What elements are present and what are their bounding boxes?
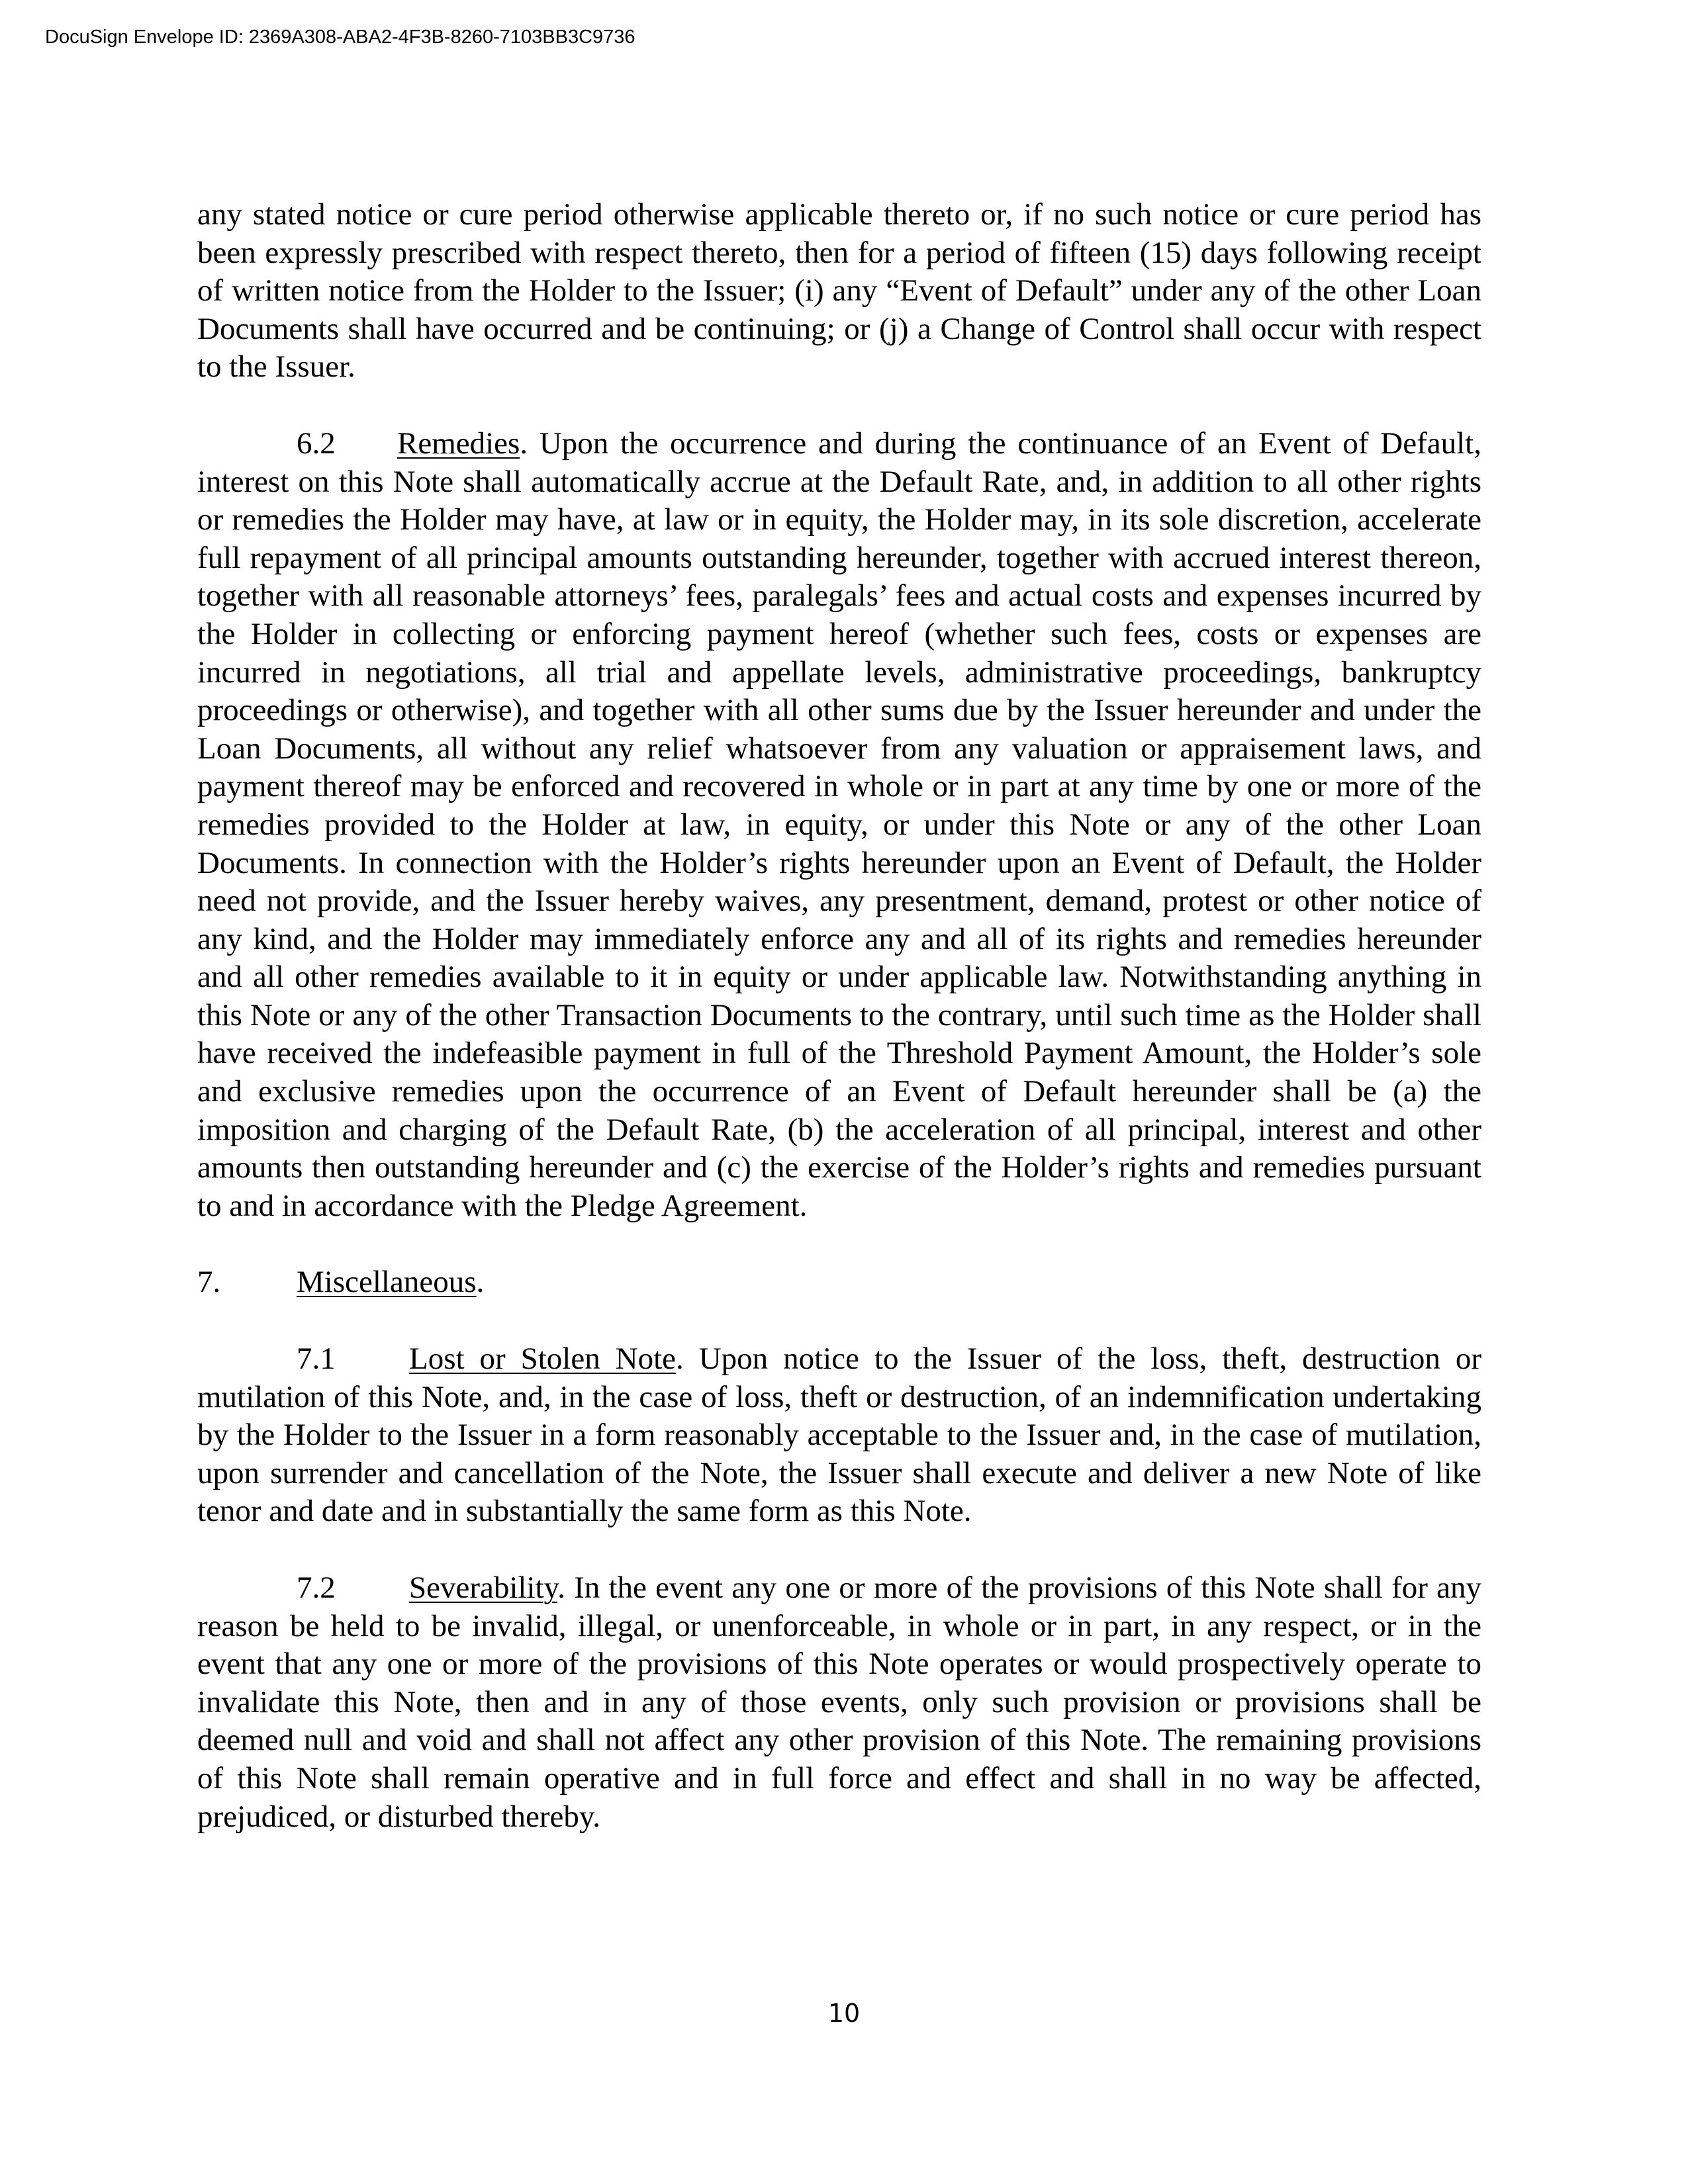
section-7-2-number: 7.2 — [297, 1570, 336, 1605]
section-7-2-body: . In the event any one or more of the provisions of this Note shall for any reason be held to be invalid, illegal, or unenforceable, in whole or in part, in any respect, or in the event that any one or more of the provisions of this Note operates or would prospectively operate to invalidate this Note, then and in any of those events, only such provision or provisions shall be deemed null and void and shall not affect any other provision of this Note. The remaining provisions of this Note shall remain operative and in full force and effect and shall in no way be affected, prejudiced, or disturbed thereby. — [197, 1570, 1481, 1834]
section-7-period: . — [476, 1265, 485, 1300]
section-7-1-title: Lost or Stolen Note — [409, 1342, 677, 1377]
section-7-title: Miscellaneous — [297, 1265, 477, 1300]
section-6-2-title: Remedies — [397, 426, 520, 461]
section-6-2-body: . Upon the occurrence and during the continuance of an Event of Default, interest on this Note shall automatically accrue at the Default Rate, and, in addition to all other rights or remedies the Holder may have, at law or in equity, the Holder may, in its sole discretion, accelerate full repayment of all principal amounts outstanding hereunder, together with accrued interest thereon, together with all reasonable attorneys’ fees, paralegals’ fees and actual costs and expenses incurred by the Holder in collecting or enforcing payment hereof (whether such fees, costs or expenses are incurred in negotiations, all trial and appellate levels, administrative proceedings, bankruptcy proceedings or otherwise), and together with all other sums due by the Issuer hereunder and under the Loan Documents, all without any relief whatsoever from any valuation or appraisement laws, and payment thereof may be enforced and recovered in whole or in part at any time by one or more of the remedies provided to the Holder at law, in equity, or under this Note or any of the other Loan Documents. In connection with the Holder’s rights hereunder upon an Event of Default, the Holder need not provide, and the Issuer hereby waives, any presentment, demand, protest or other notice of any kind, and the Holder may immediately enforce any and all of its rights and remedies hereunder and all other remedies available to it in equity or under applicable law. Notwithstanding anything in this Note or any of the other Transaction Documents to the contrary, until such time as the Holder shall have received the indefeasible payment in full of the Threshold Payment Amount, the Holder’s sole and exclusive remedies upon the occurrence of an Event of Default hereunder shall be (a) the imposition and charging of the Default Rate, (b) the acceleration of all principal, interest and other amounts then outstanding hereunder and (c) the exercise of the Holder’s rights and remedies pursuant to and in accordance with the Pledge Agreement. — [197, 426, 1481, 1223]
section-7-2-title: Severability — [409, 1570, 558, 1605]
section-7-2 — [197, 1569, 1481, 1836]
section-7-1-number: 7.1 — [297, 1342, 336, 1377]
envelope-id: DocuSign Envelope ID: 2369A308-ABA2-4F3B-8260-7103BB3C9736 — [45, 26, 635, 48]
page-number: 10 — [827, 1999, 861, 2028]
section-6-2-number: 6.2 — [297, 426, 336, 461]
section-7-number: 7. — [197, 1265, 221, 1300]
section-7-heading — [197, 1263, 1481, 1302]
continuation-paragraph: any stated notice or cure period otherwise applicable thereto or, if no such notice or cure period has been expressly prescribed with respect thereto, then for a period of fifteen (15) days following receipt of written notice from the Holder to the Issuer; (i) any “Event of Default” under any of the other Loan Documents shall have occurred and be continuing; or (j) a Change of Control shall occur with respect to the Issuer. — [197, 197, 1481, 385]
document-body — [197, 196, 1481, 1836]
section-7-1-body: . Upon notice to the Issuer of the loss, theft, destruction or mutilation of this Note, and, in the case of loss, theft or destruction, of an indemnification undertaking by the Holder to the Issuer in a form reasonably acceptable to the Issuer and, in the case of mutilation, upon surrender and cancellation of the Note, the Issuer shall execute and deliver a new Note of like tenor and date and in substantially the same form as this Note. — [197, 1342, 1481, 1529]
section-6-2 — [197, 425, 1481, 1225]
section-7-1 — [197, 1340, 1481, 1531]
